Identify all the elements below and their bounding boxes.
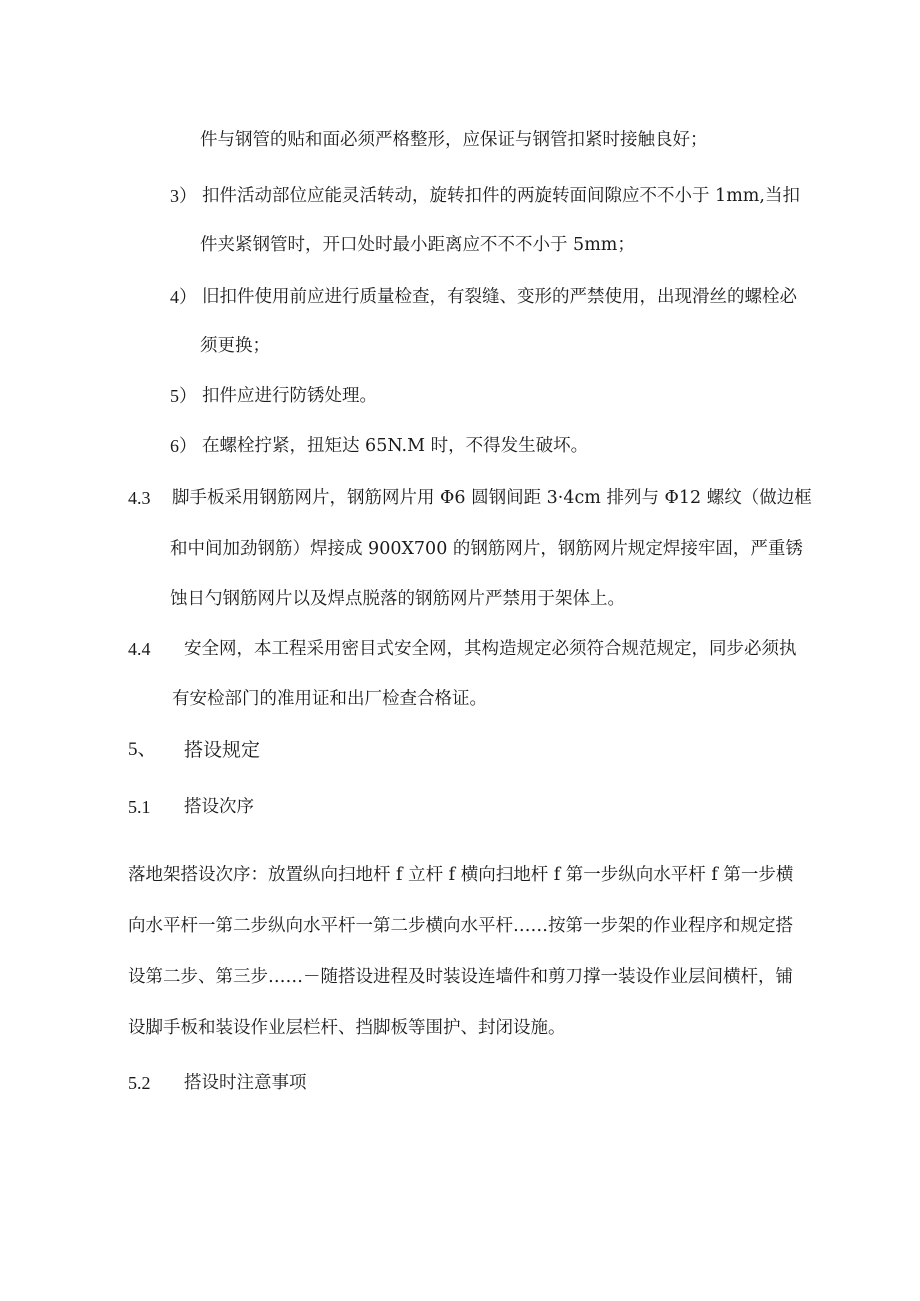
item-text: 在螺栓拧紧，扭矩达 65N.M 时，不得发生破坏。 [202,436,589,456]
section-text: 有安检部门的准用证和出厂检查合格证。 [172,689,487,709]
section-text: 和中间加劲钢筋）焊接成 900X700 的钢筋网片，钢筋网片规定焊接牢固，严重锈 [170,539,803,559]
section-title: 搭设时注意事项 [184,1073,307,1093]
section-title: 搭设规定 [184,739,261,761]
section-title: 搭设次序 [184,797,254,817]
section-text: 蚀日勺钢筋网片以及焊点脱落的钢筋网片严禁用于架体上。 [170,589,625,609]
section-number: 5、 [128,739,157,760]
paragraph-line: 向水平杆一第二步纵向水平杆一第二步横向水平杆……按第一步架的作业程序和规定搭 [128,916,793,936]
item-text: 扣件活动部位应能灵活转动，旋转扣件的两旋转面间隙应不不小于 1mm,当扣 [202,186,800,206]
item-text: 旧扣件使用前应进行质量检查，有裂缝、变形的严禁使用，出现滑丝的螺栓必 [202,287,797,307]
item-number: 3） [170,186,197,206]
item-text: 扣件应进行防锈处理。 [202,386,377,406]
section-number: 5.1 [128,797,151,817]
paragraph-line: 落地架搭设次序：放置纵向扫地杆 f 立杆 f 横向扫地杆 f 第一步纵向水平杆 f 第一步横 [128,865,794,885]
item-number: 5） [170,386,197,406]
section-text: 脚手板采用钢筋网片，钢筋网片用 Φ6 圆钢间距 3·4cm 排列与 Φ12 螺纹（做边框 [172,488,812,508]
section-number: 4.3 [128,488,151,508]
section-text: 安全网，本工程采用密目式安全网，其构造规定必须符合规范规定，同步必须执 [184,639,797,659]
item-text: 须更换； [200,336,270,356]
paragraph-line: 设脚手板和装设作业层栏杆、挡脚板等围护、封闭设施。 [128,1018,566,1038]
item-number: 6） [170,436,197,456]
paragraph-line: 设第二步、第三步……－随搭设进程及时装设连墙件和剪刀撑一装设作业层间横杆，铺 [128,967,793,987]
item-number: 4） [170,287,197,307]
item-text: 件夹紧钢管时，开口处时最小距离应不不不小于 5mm； [200,235,635,255]
item3-continuation: 件与钢管的贴和面必须严格整形，应保证与钢管扣紧时接触良好； [200,130,708,150]
section-number: 4.4 [128,639,151,659]
section-number: 5.2 [128,1073,151,1093]
